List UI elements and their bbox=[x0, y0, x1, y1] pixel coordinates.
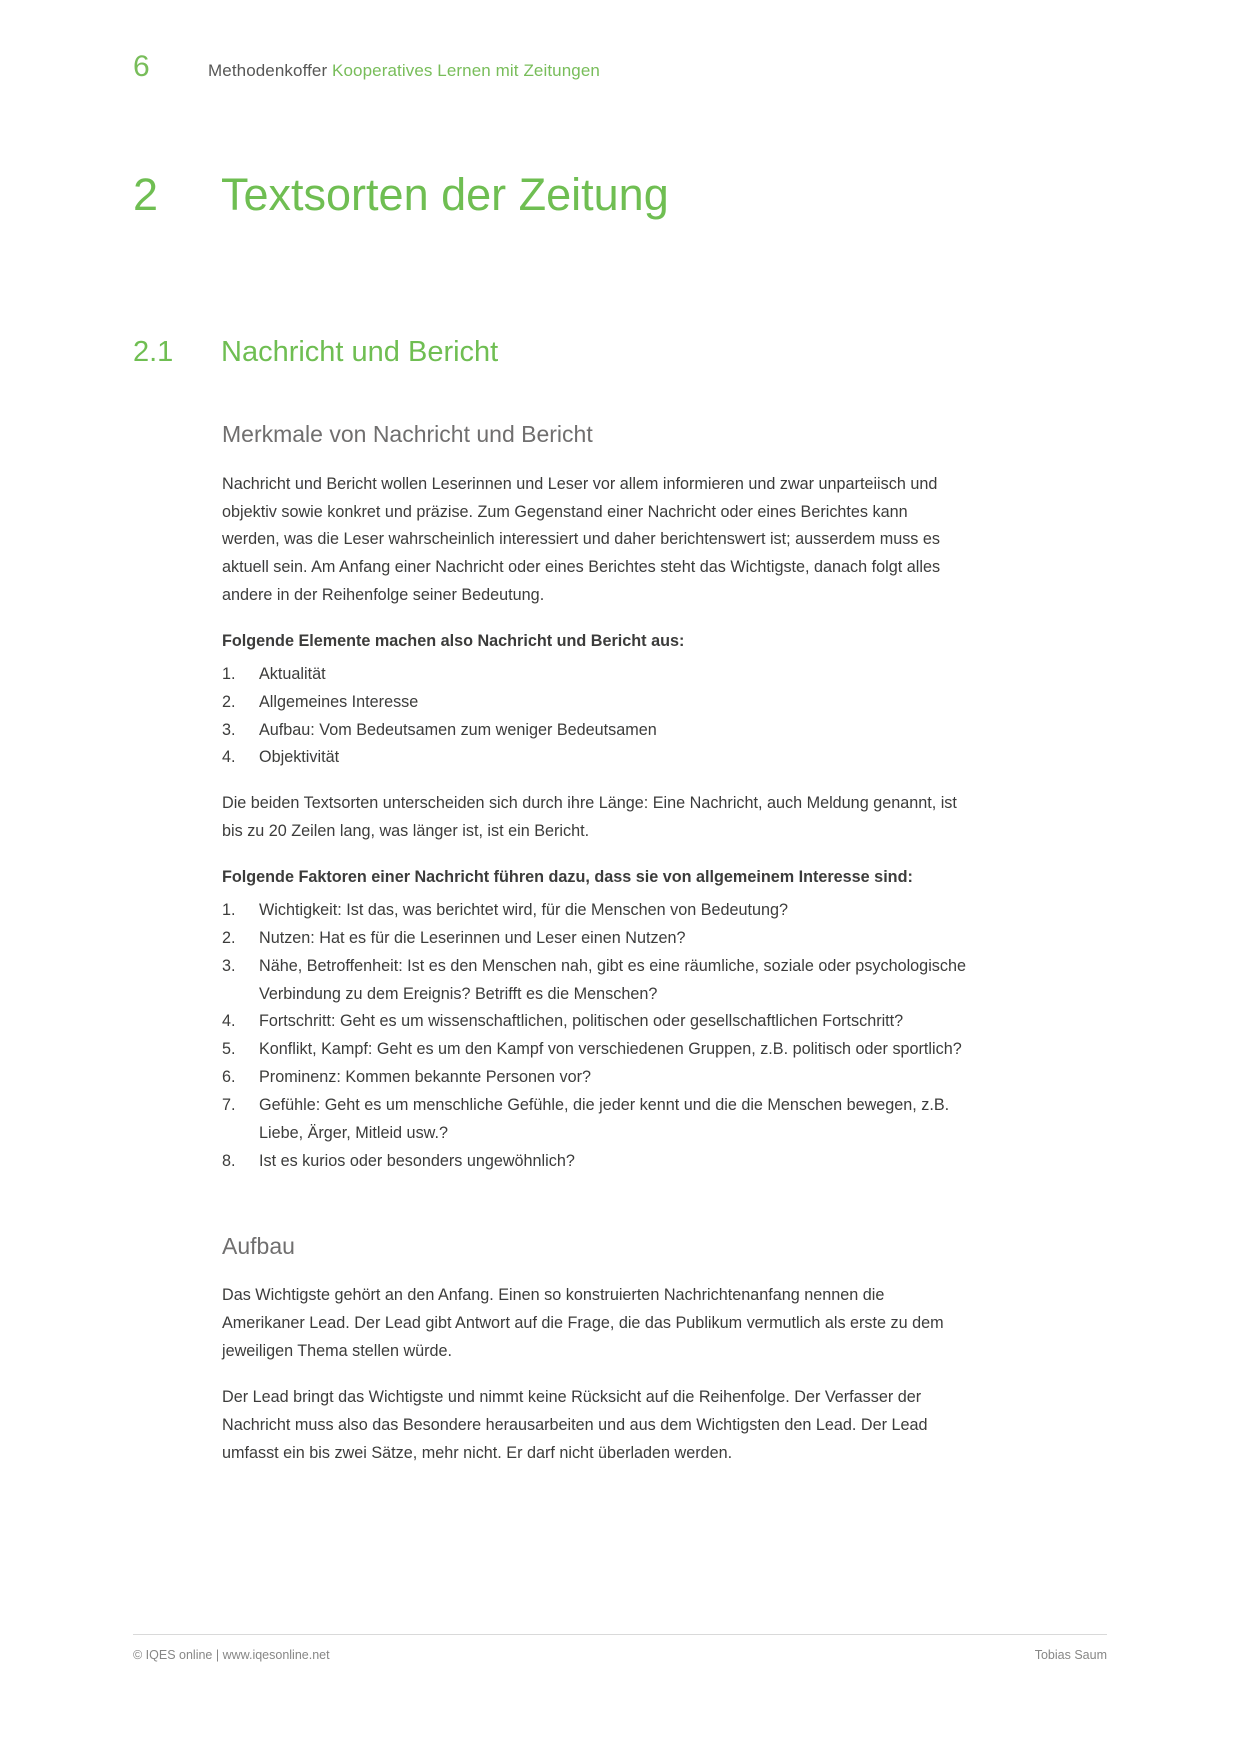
list-elemente bbox=[222, 661, 967, 772]
list-item: Prominenz: Kommen bekannte Personen vor? bbox=[259, 1068, 592, 1087]
subheading-merkmale: Merkmale von Nachricht und Bericht bbox=[222, 421, 593, 447]
page-number: 6 bbox=[133, 50, 150, 83]
page-footer bbox=[133, 1634, 1107, 1754]
list-item: Nutzen: Hat es für die Leserinnen und Leser einen Nutzen? bbox=[259, 928, 686, 947]
list-item: Objektivität bbox=[259, 748, 340, 767]
section-title: Nachricht und Bericht bbox=[221, 336, 499, 368]
list-item: Gefühle: Geht es um menschliche Gefühle, die jeder kennt und die die Menschen bewegen, z.B. Liebe, Ärger, Mitleid usw.? bbox=[259, 1095, 950, 1142]
page-header bbox=[133, 52, 1107, 82]
list-item: Wichtigkeit: Ist das, was berichtet wird, für die Menschen von Bedeutung? bbox=[259, 900, 789, 919]
lead-in-faktoren: Folgende Faktoren einer Nachricht führen dazu, dass sie von allgemeinem Interesse sind: bbox=[222, 868, 913, 887]
list-item: Aktualität bbox=[259, 664, 326, 683]
chapter-title: Textsorten der Zeitung bbox=[221, 169, 669, 220]
footer-copyright: © IQES online | www.iqesonline.net bbox=[133, 1648, 330, 1662]
paragraph-merkmale: Nachricht und Bericht wollen Leserinnen und Leser vor allem informieren und zwar unparteiisch und objektiv sowie konkret und präzise. Zum Gegenstand einer Nachricht oder eines Berichtes kann werden, was die Leser wahrscheinlich interessiert und daher berichtenswert ist; ausserdem muss es aktuell sein. Am Anfang einer Nachricht oder eines Berichtes steht das Wichtigste, danach folgt alles andere in der Reihenfolge seiner Bedeutung. bbox=[222, 474, 941, 605]
list-item: Fortschritt: Geht es um wissenschaftlichen, politischen oder gesellschaftlichen Fortschritt? bbox=[259, 1012, 904, 1031]
list-item: Ist es kurios oder besonders ungewöhnlich? bbox=[259, 1151, 575, 1170]
list-item: Nähe, Betroffenheit: Ist es den Menschen nah, gibt es eine räumliche, soziale oder psychologische Verbindung zu dem Ereignis? Betrifft es die Menschen? bbox=[259, 956, 966, 1003]
paragraph-aufbau-1: Das Wichtigste gehört an den Anfang. Einen so konstruierten Nachrichtenanfang nennen die Amerikaner Lead. Der Lead gibt Antwort auf die Frage, die das Publikum vermutlich als erste zu dem jeweiligen Thema stellen würde. bbox=[222, 1286, 944, 1360]
paragraph-aufbau-2: Der Lead bringt das Wichtigste und nimmt keine Rücksicht auf die Reihenfolge. Der Verfasser der Nachricht muss also das Besondere herausarbeiten und aus dem Wichtigsten den Lead. Der Lead umfasst ein bis zwei Sätze, mehr nicht. Er darf nicht überladen werden. bbox=[222, 1387, 928, 1462]
chapter-number: 2 bbox=[133, 169, 159, 220]
footer-content bbox=[133, 1648, 1107, 1662]
list-item: Konflikt, Kampf: Geht es um den Kampf von verschiedenen Gruppen, z.B. politisch oder sportlich? bbox=[259, 1040, 962, 1059]
section-heading bbox=[133, 335, 1107, 370]
section-number: 2.1 bbox=[133, 336, 174, 368]
subheading-aufbau: Aufbau bbox=[222, 1232, 295, 1259]
header-title-accent: Kooperatives Lernen mit Zeitungen bbox=[332, 61, 600, 80]
paragraph-laenge: Die beiden Textsorten unterscheiden sich durch ihre Länge: Eine Nachricht, auch Meldung genannt, ist bis zu 20 Zeilen lang, was länger ist, ist ein Bericht. bbox=[222, 794, 957, 841]
list-faktoren bbox=[222, 897, 967, 1176]
lead-in-elemente: Folgende Elemente machen also Nachricht und Bericht aus: bbox=[222, 632, 685, 651]
chapter-heading bbox=[133, 170, 1107, 220]
header-title-prefix: Methodenkoffer bbox=[208, 61, 333, 80]
footer-author: Tobias Saum bbox=[1034, 1648, 1107, 1662]
header-title bbox=[208, 61, 600, 81]
footer-divider bbox=[133, 1634, 1107, 1635]
list-item: Allgemeines Interesse bbox=[259, 692, 419, 711]
list-item: Aufbau: Vom Bedeutsamen zum weniger Bedeutsamen bbox=[259, 720, 657, 739]
body-content bbox=[222, 420, 967, 1485]
